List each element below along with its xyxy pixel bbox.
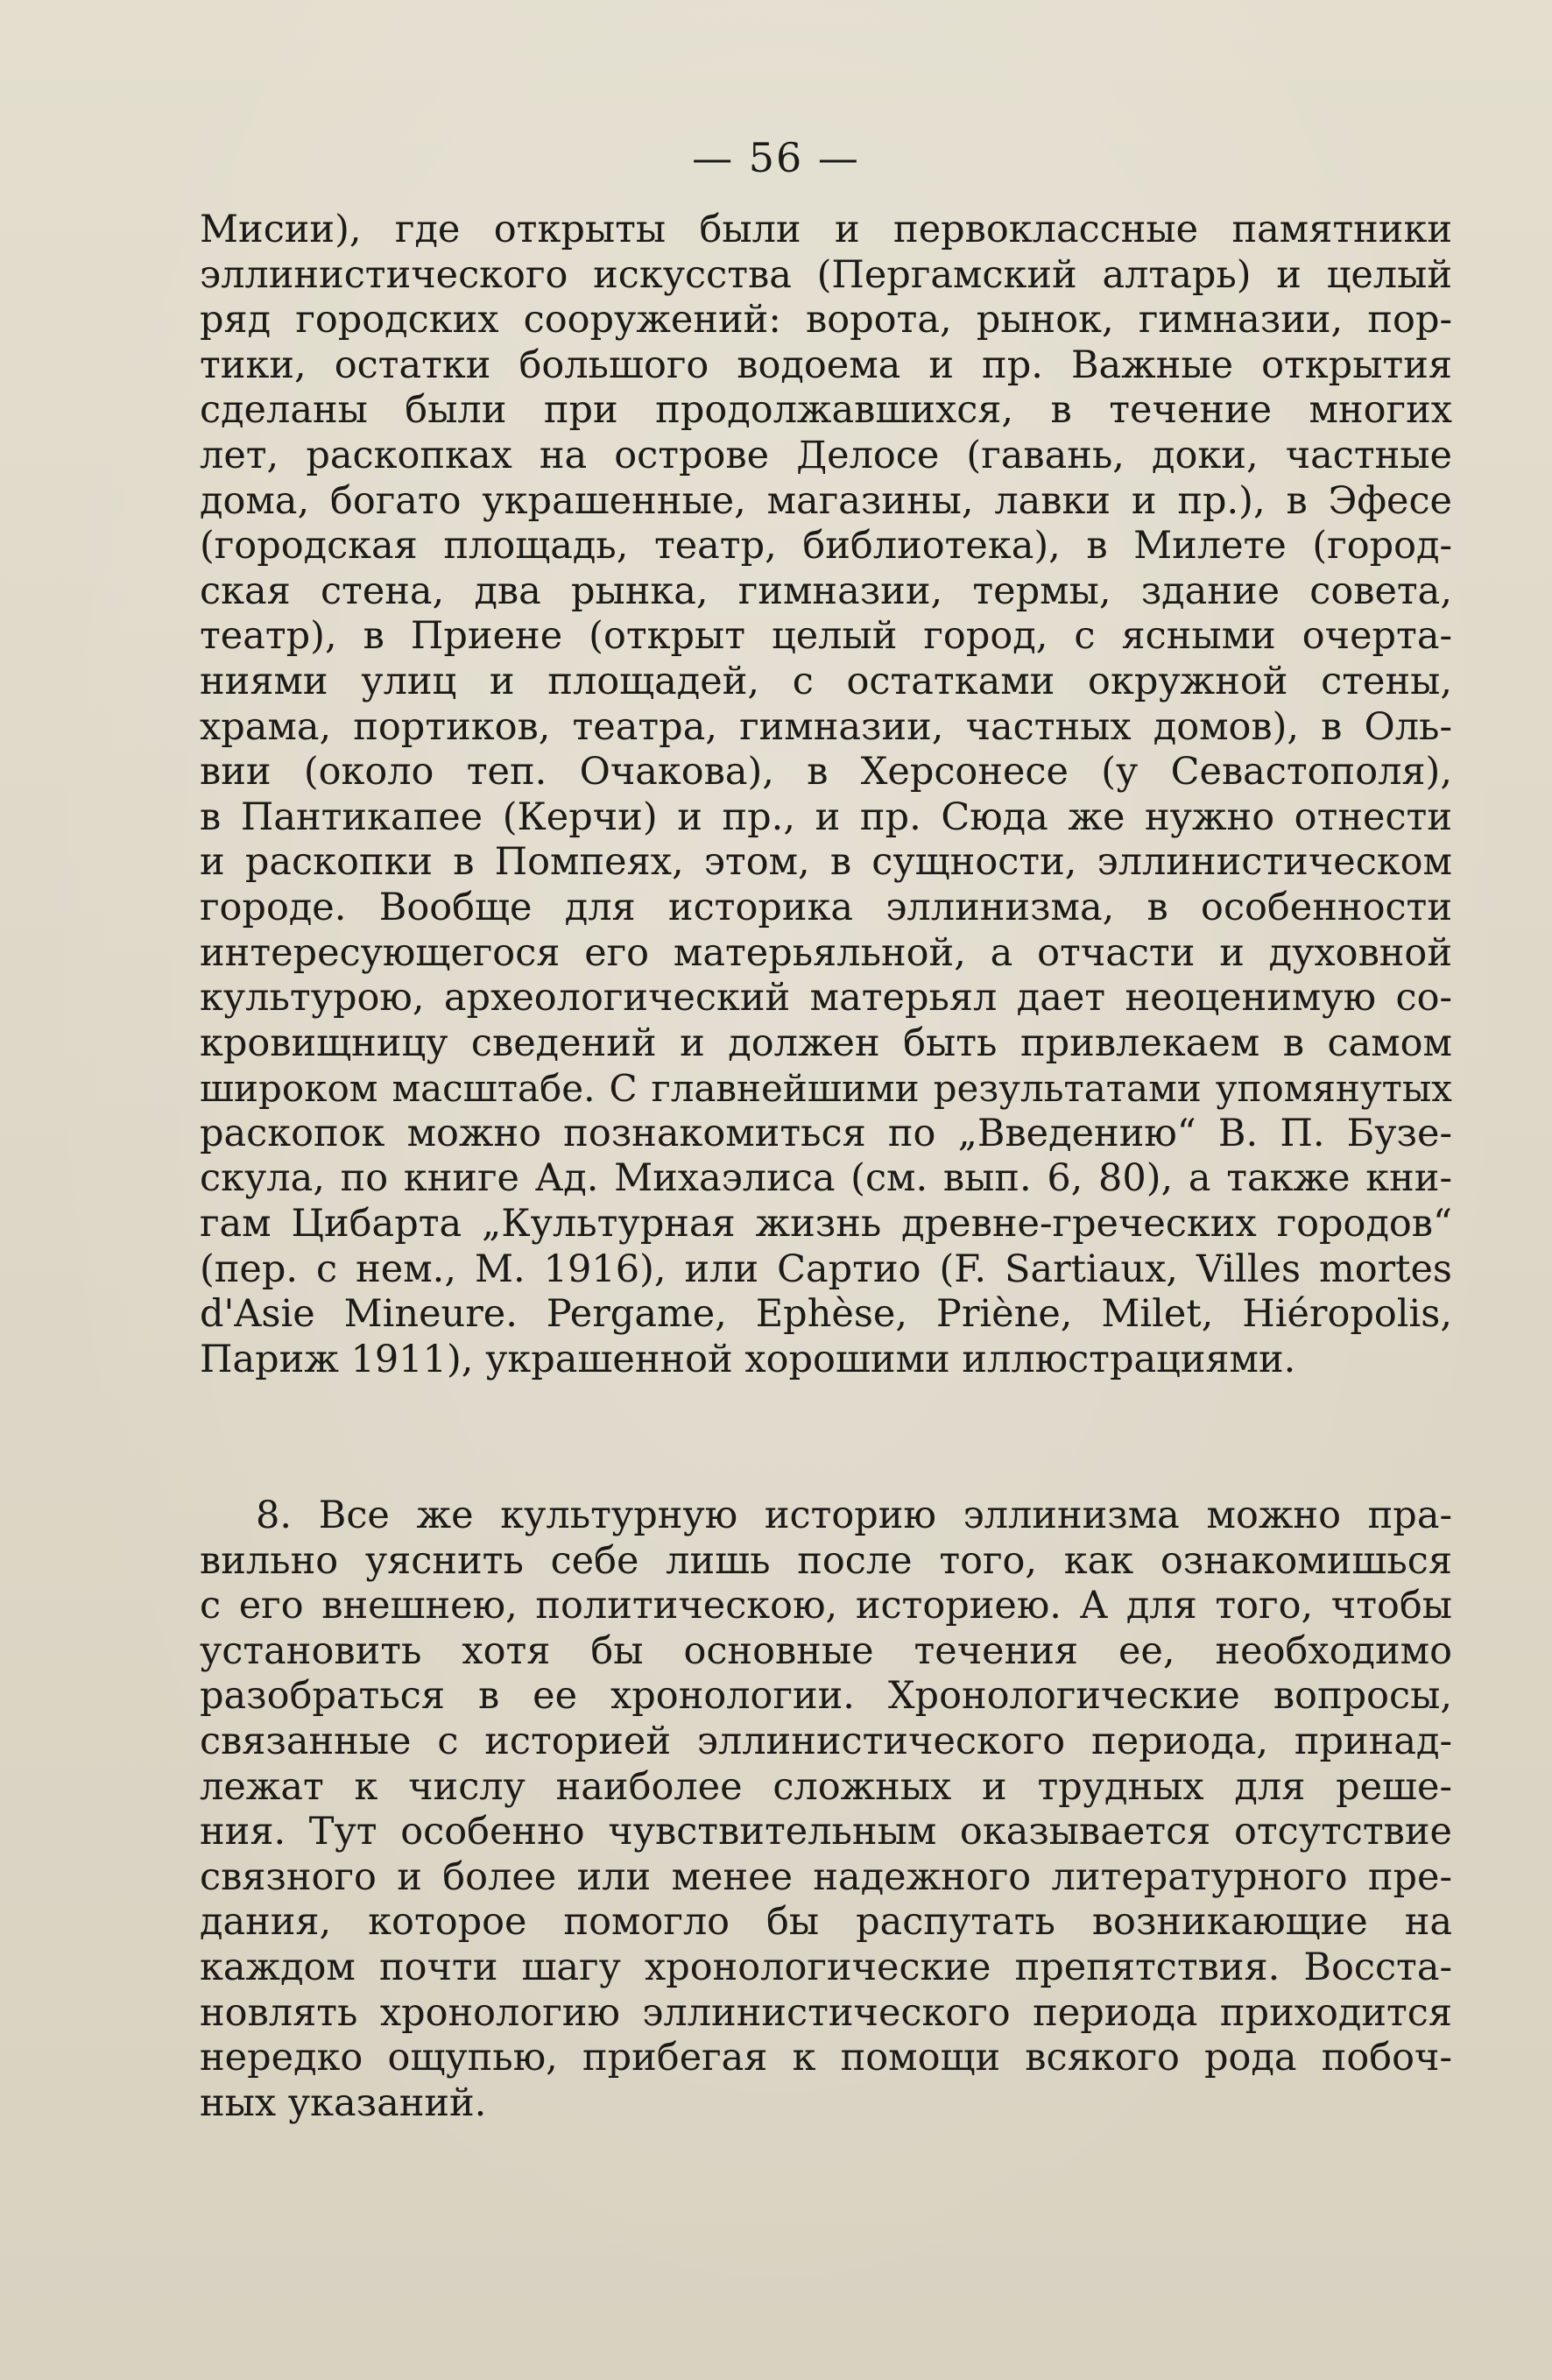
text-line: новлять хронологию эллинистического периода приходится bbox=[200, 1990, 1452, 2035]
text-line: интересующегося его матерьяльной, а отчасти и духовной bbox=[200, 930, 1452, 975]
text-line: ных указаний. bbox=[200, 2080, 487, 2125]
text-line: гам Цибарта „Культурная жизнь древне-греческих городов“ bbox=[200, 1202, 1452, 1246]
text-line: театр), в Приене (открыт целый город, с ясными очерта- bbox=[200, 614, 1452, 659]
paragraph-2 bbox=[200, 1494, 1452, 2126]
text-line: лет, раскопках на острове Делосе (гавань, доки, частные bbox=[200, 433, 1452, 477]
text-line: городе. Вообще для историка эллинизма, в особенности bbox=[200, 885, 1452, 929]
text-line: дома, богато украшенные, магазины, лавки и пр.), в Эфесе bbox=[200, 478, 1452, 523]
text-line: ряд городских сооружений: ворота, рынок, гимназии, пор- bbox=[200, 298, 1452, 343]
text-line: ская стена, два рынка, гимназии, термы, здание совета, bbox=[200, 569, 1452, 613]
text-line: связанные с историей эллинистического периода, принад- bbox=[200, 1719, 1452, 1763]
text-line: дания, которое помогло бы распутать возникающие на bbox=[200, 1900, 1452, 1945]
text-line: культурою, археологический матерьял дает неоценимую со- bbox=[200, 976, 1452, 1021]
text-line: кровищницу сведений и должен быть привлекаем в самом bbox=[200, 1021, 1452, 1065]
text-line: каждом почти шагу хронологические препятствия. Восста- bbox=[200, 1945, 1452, 1989]
text-line: эллинистического искусства (Пергамский алтарь) и целый bbox=[200, 252, 1452, 297]
text-line: d'Asie Mineure. Pergame, Ephèse, Priène, Milet, Hiéropolis, bbox=[200, 1292, 1452, 1337]
text-line: скула, по книге Ад. Михаэлиса (см. вып. 6, 80), а также кни- bbox=[200, 1156, 1452, 1201]
text-line: установить хотя бы основные течения ее, необходимо bbox=[200, 1628, 1452, 1673]
text-line: в Пантикапее (Керчи) и пр., и пр. Сюда же нужно отнести bbox=[200, 795, 1452, 839]
text-line: ниями улиц и площадей, с остатками окружной стены, bbox=[200, 659, 1452, 703]
text-line: лежат к числу наиболее сложных и трудных для реше- bbox=[200, 1764, 1452, 1809]
page-number: — 56 — bbox=[692, 134, 860, 181]
text-line: разобраться в ее хронологии. Хронологические вопросы, bbox=[200, 1674, 1452, 1719]
text-line: сделаны были при продолжавшихся, в течение многих bbox=[200, 388, 1452, 433]
paragraph-1 bbox=[200, 208, 1452, 1382]
text-line: 8. Все же культурную историю эллинизма можно пра- bbox=[256, 1494, 1452, 1537]
text-line: храма, портиков, театра, гимназии, частных домов), в Оль- bbox=[200, 704, 1452, 749]
text-line: и раскопки в Помпеях, этом, в сущности, эллинистическом bbox=[200, 840, 1452, 885]
text-line: связного и более или менее надежного литературного пре- bbox=[200, 1854, 1452, 1899]
text-line: ния. Тут особенно чувствительным оказывается отсутствие bbox=[200, 1810, 1452, 1854]
text-line: (городская площадь, театр, библиотека), в Милете (город- bbox=[200, 524, 1452, 569]
text-line: вии (около теп. Очакова), в Херсонесе (у Севастополя), bbox=[200, 750, 1452, 795]
text-line: раскопок можно познакомиться по „Введению“ В. П. Бузе- bbox=[200, 1111, 1452, 1155]
text-line: широком масштабе. С главнейшими результатами упомянутых bbox=[200, 1067, 1452, 1111]
text-line: вильно уяснить себе лишь после того, как ознакомишься bbox=[200, 1538, 1452, 1583]
text-line: тики, остатки большого водоема и пр. Важные открытия bbox=[200, 343, 1452, 387]
text-line: нередко ощупью, прибегая к помощи всякого рода побоч- bbox=[200, 2036, 1452, 2080]
text-line: Мисии), где открыты были и первоклассные памятники bbox=[200, 208, 1452, 251]
text-line: (пер. с нем., М. 1916), или Сартио (F. Sartiaux, Villes mortes bbox=[200, 1246, 1452, 1291]
text-line: Париж 1911), украшенной хорошими иллюстрациями. bbox=[200, 1337, 1296, 1381]
text-line: с его внешнею, политическою, историею. А для того, чтобы bbox=[200, 1584, 1452, 1628]
